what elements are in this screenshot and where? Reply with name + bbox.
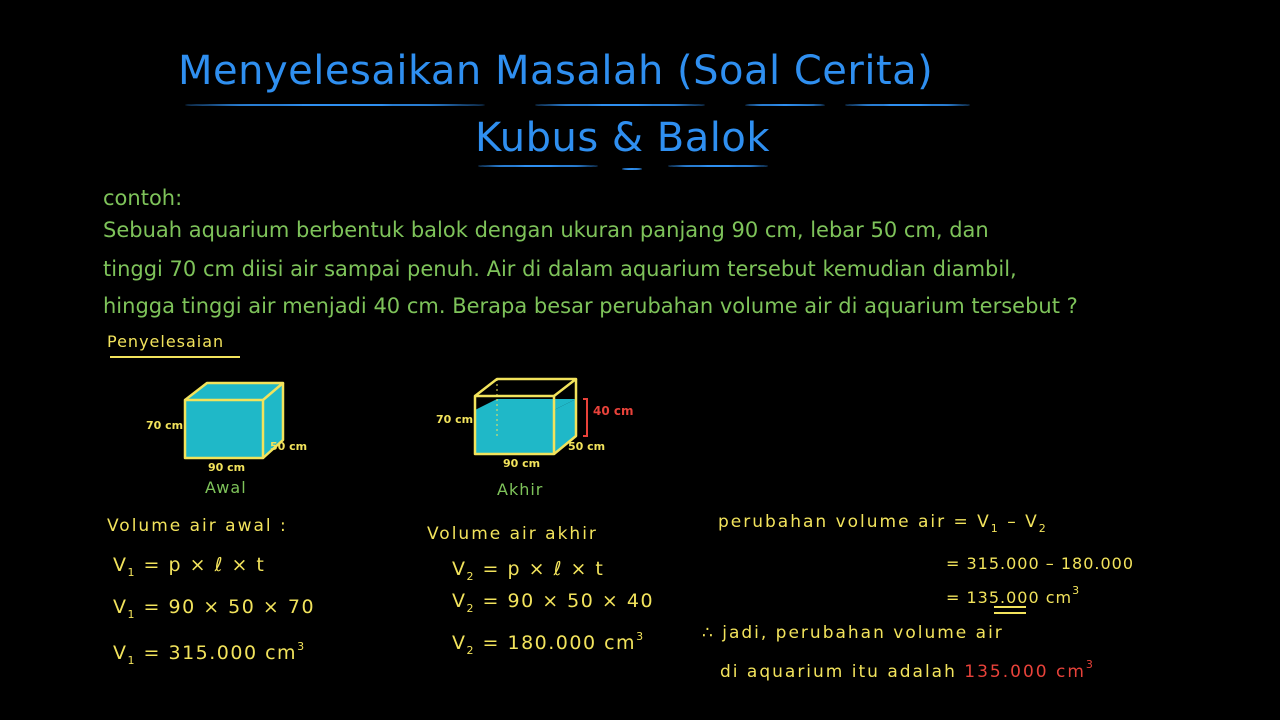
page-title: Menyelesaikan Masalah (Soal Cerita) <box>178 48 934 94</box>
example-label: contoh: <box>103 186 183 210</box>
box-initial-length-label: 90 cm <box>208 461 246 474</box>
expr: = 90 × 50 × 70 <box>143 596 316 618</box>
power: 3 <box>297 640 306 653</box>
calc-initial-step-2 <box>113 596 315 621</box>
box-initial-water-front <box>185 400 263 458</box>
var-v: V <box>113 642 128 664</box>
var-sub: 2 <box>466 644 475 657</box>
var-sub: 1 <box>127 566 136 579</box>
power: 3 <box>1072 584 1081 597</box>
var-v: V <box>113 596 128 618</box>
var-sub: 1 <box>127 608 136 621</box>
box-final-caption: Akhir <box>497 480 544 499</box>
box-final-length-label: 90 cm <box>503 457 541 470</box>
title-underline <box>845 104 970 106</box>
box-final-water-front <box>475 410 554 454</box>
change-result: = 135.000 cm <box>946 588 1073 607</box>
solution-underline <box>110 356 240 358</box>
problem-line-2: tinggi 70 cm diisi air sampai penuh. Air di dalam aquarium tersebut kemudian diambil, <box>103 257 1017 281</box>
var-v: V <box>452 558 467 580</box>
title-underline <box>185 104 485 106</box>
var-v: V <box>113 554 128 576</box>
expr: = 180.000 cm <box>482 632 637 654</box>
change-step-3 <box>946 584 1080 607</box>
change-heading-text: perubahan volume air = V <box>718 512 991 532</box>
var-sub: 2 <box>466 570 475 583</box>
expr: = p × ℓ × t <box>482 558 605 580</box>
title-underline <box>535 104 705 106</box>
title-underline <box>745 104 825 106</box>
answer-double-underline <box>994 606 1026 614</box>
box-final-width-label: 50 cm <box>568 440 606 453</box>
change-heading <box>718 512 1048 535</box>
change-sub-1: 1 <box>990 522 1000 535</box>
conclusion-prefix: di aquarium itu adalah <box>720 662 957 682</box>
expr: = p × ℓ × t <box>143 554 266 576</box>
box-final-water-label: 40 cm <box>593 404 634 418</box>
subtitle-underline <box>478 165 598 167</box>
var-v: V <box>452 632 467 654</box>
calc-initial-step-3 <box>113 640 306 667</box>
power: 3 <box>636 630 645 643</box>
expr: = 90 × 50 × 40 <box>482 590 655 612</box>
calc-final-step-2 <box>452 590 654 615</box>
power: 3 <box>1085 658 1095 671</box>
var-sub: 2 <box>466 602 475 615</box>
box-initial-caption: Awal <box>205 478 247 497</box>
box-initial-height-label: 70 cm <box>146 419 184 432</box>
expr: = 315.000 cm <box>143 642 298 664</box>
var-v: V <box>452 590 467 612</box>
change-sub-2: 2 <box>1038 522 1048 535</box>
var-sub: 1 <box>127 654 136 667</box>
calc-final-step-3 <box>452 630 645 657</box>
box-initial-diagram <box>180 378 320 468</box>
box-final-height-label: 70 cm <box>436 413 474 426</box>
subtitle-underline <box>622 168 642 170</box>
problem-line-3: hingga tinggi air menjadi 40 cm. Berapa besar perubahan volume air di aquarium tersebut ? <box>103 294 1078 318</box>
calc-initial-heading: Volume air awal : <box>107 516 288 536</box>
conclusion-line-2 <box>720 658 1095 682</box>
calc-final-step-1 <box>452 558 604 583</box>
calc-final-heading: Volume air akhir <box>427 524 598 544</box>
change-minus: – V <box>999 512 1039 532</box>
problem-line-1: Sebuah aquarium berbentuk balok dengan ukuran panjang 90 cm, lebar 50 cm, dan <box>103 218 989 242</box>
subtitle-underline <box>668 165 768 167</box>
solution-label: Penyelesaian <box>107 332 225 351</box>
conclusion-answer: 135.000 cm <box>964 662 1086 682</box>
box-initial-width-label: 50 cm <box>270 440 308 453</box>
conclusion-line-1: ∴ jadi, perubahan volume air <box>702 623 1004 643</box>
calc-initial-step-1 <box>113 554 265 579</box>
page-subtitle: Kubus & Balok <box>475 115 770 161</box>
change-step-2: = 315.000 – 180.000 <box>946 554 1134 573</box>
